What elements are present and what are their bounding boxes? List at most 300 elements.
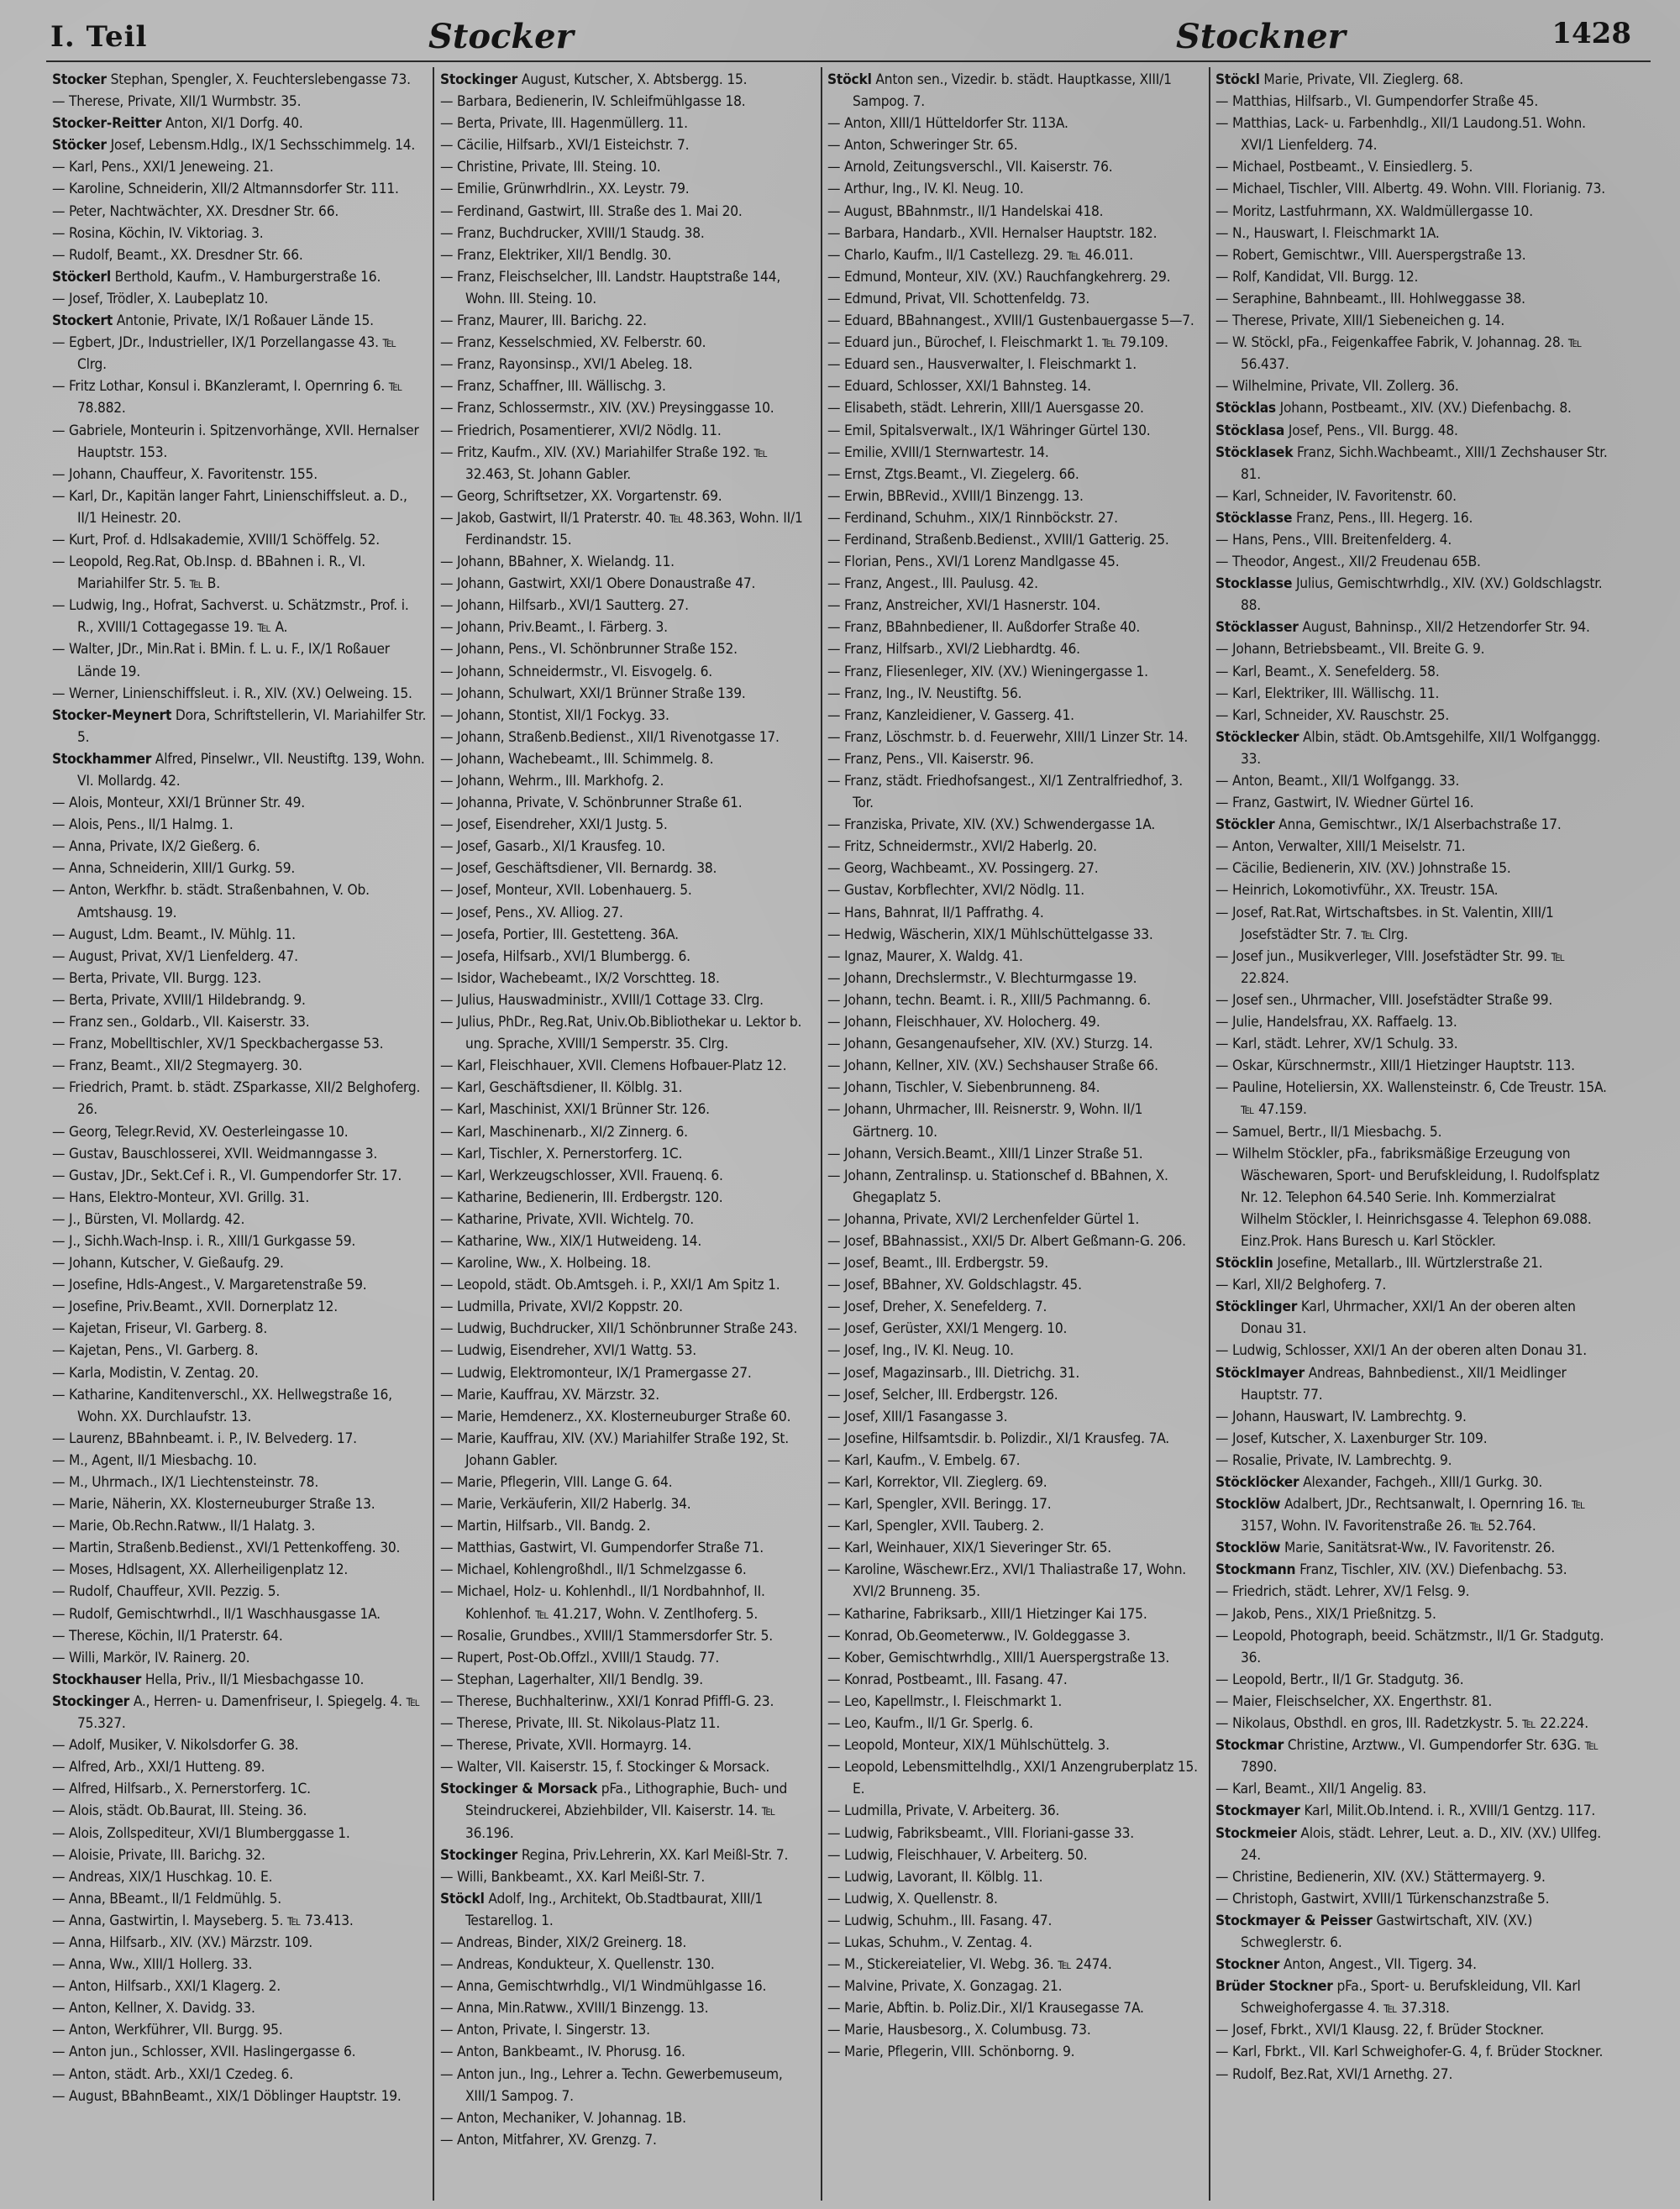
entry-details: Regina, Priv.Lehrerin, XX. Karl Meißl-Str. 7. [521, 1846, 789, 1864]
directory-entry [52, 1778, 428, 1800]
entry-details: — Andreas, Kondukteur, X. Quellenstr. 130. [440, 1956, 715, 1974]
entry-surname: Stöcklöcker [1215, 1474, 1299, 1491]
directory-entry [827, 727, 1204, 748]
directory-entry [440, 244, 816, 266]
directory-entry [52, 1033, 428, 1055]
entry-details: — Anton jun., Ing., Lehrer a. Techn. Gewerbemuseum, XIII/1 Sampog. 7. [440, 2065, 783, 2105]
directory-entry [52, 1756, 428, 1778]
directory-entry [827, 1274, 1204, 1296]
directory-entry [827, 1954, 1204, 1976]
directory-entry [1215, 1493, 1610, 1537]
entry-details: — Franz, Elektriker, XII/1 Bendlg. 30. [440, 246, 672, 264]
directory-entry [827, 1603, 1204, 1625]
directory-entry [52, 1077, 428, 1120]
entry-details: — Adolf, Musiker, V. Nikolsdorfer G. 38. [52, 1737, 299, 1755]
entry-surname: Stöcklecker [1215, 728, 1299, 746]
entry-details: — Johann, Priv.Beamt., I. Färberg. 3. [440, 619, 668, 637]
directory-entry [440, 1734, 816, 1756]
entry-details: — Karl, Fleischhauer, XVII. Clemens Hofbauer-Platz 12. [440, 1057, 787, 1075]
entry-details: — Josef, Fbrkt., XVI/1 Klausg. 22, f. Brüder Stockner. [1215, 2022, 1544, 2039]
entry-details: — Karl, Maschinenarb., XI/2 Zinnerg. 6. [440, 1123, 688, 1141]
directory-entry [1215, 858, 1610, 879]
entry-details: — Rudolf, Bez.Rat, XVI/1 Arnethg. 27. [1215, 2065, 1453, 2083]
directory-entry [827, 924, 1204, 946]
directory-entry [52, 1055, 428, 1077]
entry-details: — Josefine, Hilfsamtsdir. b. Polizdir., XI/1 Krausfeg. 7A. [827, 1430, 1169, 1447]
entry-details: — Rosalie, Private, IV. Lambrechtg. 9. [1215, 1451, 1452, 1469]
directory-entry [827, 1866, 1204, 1888]
directory-entry [440, 1362, 816, 1384]
entry-details: — Georg, Telegr.Revid, XV. Oesterleingasse 10. [52, 1123, 349, 1141]
directory-entry [827, 2019, 1204, 2041]
catchword-right: Stockner [1176, 17, 1346, 56]
entry-details: — Michael, Holz- u. Kohlenhdl., II/1 Nordbahnhof, II. Kohlenhof. ℡ 41.217, Wohn. V. Zentlhoferg. 5. [440, 1583, 765, 1623]
directory-entry [827, 1055, 1204, 1077]
directory-entry [827, 661, 1204, 683]
directory-entry [827, 770, 1204, 814]
directory-entry [827, 1976, 1204, 1997]
directory-entry [52, 1800, 428, 1822]
directory-entry [1215, 2064, 1610, 2086]
entry-details: Dora, Schriftstellerin, VI. Mariahilfer Str. 5. [77, 706, 427, 746]
entry-details: — August, BBahnmstr., II/1 Handelskai 418. [827, 202, 1104, 220]
directory-entry [827, 69, 1204, 113]
directory-entry [52, 1932, 428, 1954]
entry-details: — Anton, Beamt., XII/1 Wolfgangg. 33. [1215, 773, 1460, 790]
directory-entry [52, 748, 428, 792]
entry-details: — Samuel, Bertr., II/1 Miesbachg. 5. [1215, 1123, 1442, 1141]
entry-details: — Ludwig, Fleischhauer, V. Arbeiterg. 50. [827, 1846, 1088, 1864]
entry-details: — Johann, Gesangenaufseher, XIV. (XV.) Sturzg. 14. [827, 1036, 1153, 1053]
column-2 [440, 69, 816, 2194]
directory-entry [52, 1537, 428, 1559]
entry-details: — Leopold, städt. Ob.Amtsgeh. i. P., XXI/1 Am Spitz 1. [440, 1277, 780, 1294]
directory-entry [52, 1121, 428, 1143]
entry-details: — Josef, Magazinsarb., III. Dietrichg. 31. [827, 1364, 1080, 1382]
entry-details: — Leo, Kapellmstr., I. Fleischmarkt 1. [827, 1692, 1063, 1710]
directory-entry [52, 1230, 428, 1252]
directory-entry [1215, 638, 1610, 660]
directory-entry [1215, 332, 1610, 375]
entry-details: — Ludwig, Elektromonteur, IX/1 Pramergasse 27. [440, 1364, 752, 1382]
directory-entry [440, 879, 816, 901]
entry-details: — Josef, Monteur, XVII. Lobenhauerg. 5. [440, 882, 692, 900]
directory-entry [52, 485, 428, 529]
directory-entry [440, 1669, 816, 1691]
directory-entry [440, 1428, 816, 1472]
directory-entry [827, 879, 1204, 901]
directory-entry [52, 1187, 428, 1209]
entry-details: — M., Stickereiatelier, VI. Webg. 36. ℡ 2474. [827, 1956, 1112, 1974]
entry-details: — Anna, BBeamt., II/1 Feldmühlg. 5. [52, 1890, 281, 1907]
entry-details: Gastwirtschaft, XIV. (XV.) Schweglerstr. 6. [1241, 1912, 1533, 1951]
entry-details: — Johann, Gastwirt, XXI/1 Obere Donaustraße 47. [440, 575, 756, 593]
entry-surname: Stöcklmayer [1215, 1364, 1305, 1382]
directory-entry [440, 442, 816, 485]
directory-entry [827, 748, 1204, 770]
entry-details: — Ludwig, Fabriksbeamt., VIII. Floriani-gasse 33. [827, 1824, 1134, 1842]
directory-entry [1215, 814, 1610, 836]
directory-entry [440, 989, 816, 1011]
entry-details: Anton sen., Vizedir. b. städt. Hauptkasse, XIII/1 Sampog. 7. [853, 71, 1172, 111]
entry-details: — Marie, Hemdenerz., XX. Klosterneuburger Straße 60. [440, 1408, 791, 1425]
directory-entry [1215, 1428, 1610, 1450]
directory-entry [440, 638, 816, 660]
directory-entry [827, 1252, 1204, 1274]
directory-entry [52, 1559, 428, 1581]
directory-entry [827, 858, 1204, 879]
directory-entry [440, 1559, 816, 1581]
page-header [50, 15, 1646, 55]
entry-details: — Martin, Straßenb.Bedienst., XVI/1 Pettenkoffeng. 30. [52, 1540, 401, 1557]
entry-details: — Karl, Tischler, X. Pernerstorferg. 1C. [440, 1145, 683, 1162]
entry-details: — Therese, Buchhalterinw., XXI/1 Konrad Pfiffl-G. 23. [440, 1692, 774, 1710]
entry-details: — Franz, BBahnbediener, II. Außdorfer Straße 40. [827, 619, 1141, 637]
directory-entry [440, 2041, 816, 2063]
directory-entry [1215, 1976, 1610, 2019]
entry-details: — Leopold, Bertr., II/1 Gr. Stadgutg. 36. [1215, 1671, 1464, 1688]
directory-entry [1215, 1537, 1610, 1559]
entry-details: — M., Uhrmach., IX/1 Liechtensteinstr. 78. [52, 1474, 319, 1491]
column-rule [821, 67, 822, 2201]
directory-entry [1215, 1734, 1610, 1778]
directory-entry [1215, 288, 1610, 310]
directory-entry [827, 1844, 1204, 1866]
entry-surname: Stocker-Meynert [52, 706, 172, 724]
entry-details: — Pauline, Hoteliersin, XX. Wallensteinstr. 6, Cde Treustr. 15A. ℡ 47.159. [1215, 1079, 1607, 1119]
directory-entry [827, 1888, 1204, 1910]
entry-details: — Martin, Hilfsarb., VII. Bandg. 2. [440, 1518, 651, 1535]
entry-details: Marie, Sanitätsrat-Ww., IV. Favoritenstr. 26. [1284, 1540, 1556, 1557]
directory-entry [827, 1713, 1204, 1734]
entry-details: — Willi, Markör, IV. Rainerg. 20. [52, 1649, 250, 1666]
entry-details: — Andreas, XIX/1 Huschkag. 10. E. [52, 1868, 273, 1886]
directory-entry [52, 2086, 428, 2107]
directory-entry [1215, 1603, 1610, 1625]
entry-details: — Ferdinand, Schuhm., XIX/1 Rinnböckstr. 27. [827, 509, 1118, 527]
entry-details: — Josefa, Hilfsarb., XVI/1 Blumbergg. 6. [440, 947, 690, 965]
entry-details: — Michael, Tischler, VIII. Albertg. 49. Wohn. VIII. Florianig. 73. [1215, 181, 1605, 198]
entry-details: — Willi, Bankbeamt., XX. Karl Meißl-Str. 7. [440, 1868, 706, 1886]
directory-entry [1215, 770, 1610, 792]
entry-details: Alois, städt. Lehrer, Leut. a. D., XIV. (XV.) Ullfeg. 24. [1241, 1824, 1602, 1864]
entry-details: — Johann, Wachebeamt., III. Schimmelg. 8. [440, 750, 714, 768]
directory-entry [52, 1691, 428, 1734]
directory-entry [52, 1669, 428, 1691]
directory-entry [1215, 69, 1610, 91]
directory-entry [1215, 705, 1610, 727]
directory-entry [52, 1362, 428, 1384]
directory-entry [827, 1756, 1204, 1800]
directory-entry [1215, 2019, 1610, 2041]
directory-entry [827, 1932, 1204, 1954]
entry-surname: Stockmeier [1215, 1824, 1297, 1842]
entry-details: — Gabriele, Monteurin i. Spitzenvorhänge, XVII. Hernalser Hauptstr. 153. [52, 422, 419, 461]
directory-entry [1215, 1866, 1610, 1888]
entry-details: — Theodor, Angest., XII/2 Freudenau 65B. [1215, 554, 1481, 571]
directory-entry [440, 1537, 816, 1559]
entry-details: — Elisabeth, städt. Lehrerin, XIII/1 Auersgasse 20. [827, 400, 1144, 417]
directory-entry [827, 1077, 1204, 1099]
entry-details: — Barbara, Handarb., XVII. Hernalser Hauptstr. 182. [827, 224, 1158, 242]
entry-details: — Arthur, Ing., IV. Kl. Neug. 10. [827, 181, 1024, 198]
entry-details: — Hans, Pens., VIII. Breitenfelderg. 4. [1215, 531, 1452, 548]
entry-details: pFa., Lithographie, Buch- und Steindruckerei, Abziehbilder, VII. Kaiserstr. 14. ℡ 36.196. [465, 1781, 788, 1842]
entry-surname: Stöckler [1215, 816, 1275, 834]
entry-details: — Cäcilie, Hilfsarb., XVI/1 Eisteichstr. 7. [440, 137, 690, 155]
entry-details: — Karl, Maschinist, XXI/1 Brünner Str. 126. [440, 1101, 710, 1119]
directory-entry [1215, 375, 1610, 397]
entry-details: Andreas, Bahnbedienst., XII/1 Meidlinger Hauptstr. 77. [1241, 1364, 1567, 1404]
directory-entry [827, 1734, 1204, 1756]
entry-details: — Seraphine, Bahnbeamt., III. Hohlweggasse 38. [1215, 290, 1525, 307]
entry-details: — Franz, Ing., IV. Neustiftg. 56. [827, 685, 1022, 702]
directory-entry [1215, 397, 1610, 419]
entry-details: — Christine, Private, III. Steing. 10. [440, 159, 661, 176]
entry-details: — Egbert, JDr., Industrieller, IX/1 Porzellangasse 43. ℡ Clrg. [52, 334, 396, 374]
entry-surname: Stockert [52, 312, 113, 330]
entry-details: — Johann, Stontist, XII/1 Fockyg. 33. [440, 706, 669, 724]
entry-details: — Christine, Bedienerin, XIV. (XV.) Stättermayerg. 9. [1215, 1868, 1546, 1886]
directory-entry [827, 1099, 1204, 1142]
directory-entry [52, 946, 428, 968]
entry-details: — Johann, Kellner, XIV. (XV.) Sechshauser Straße 66. [827, 1057, 1158, 1075]
entry-details: — Ignaz, Maurer, X. Waldg. 41. [827, 947, 1023, 965]
directory-entry [440, 69, 816, 91]
entry-details: — Johanna, Private, V. Schönbrunner Straße 61. [440, 795, 743, 812]
entry-details: — Franz, städt. Friedhofsangest., XI/1 Zentralfriedhof, 3. Tor. [827, 773, 1184, 812]
directory-entry [827, 1230, 1204, 1252]
directory-entry [827, 397, 1204, 419]
directory-entry [1215, 2041, 1610, 2063]
entry-details: — Karoline, Wäschewr.Erz., XVI/1 Thaliastraße 17, Wohn. XVI/2 Brunneng. 35. [827, 1561, 1187, 1601]
entry-surname: Stöcklasser [1215, 619, 1299, 637]
directory-entry [440, 727, 816, 748]
entry-details: — Marie, Pflegerin, VIII. Lange G. 64. [440, 1474, 673, 1491]
directory-entry [52, 1888, 428, 1910]
entry-details: — M., Agent, II/1 Miesbachg. 10. [52, 1451, 257, 1469]
entry-details: — Franz, Fliesenleger, XIV. (XV.) Wieningergasse 1. [827, 663, 1148, 680]
entry-details: — Anna, Schneiderin, XIII/1 Gurkg. 59. [52, 860, 296, 878]
directory-entry [52, 1143, 428, 1165]
directory-entry [52, 420, 428, 464]
directory-entry [440, 1844, 816, 1866]
directory-entry [52, 1209, 428, 1230]
entry-details: — Anton, Schweringer Str. 65. [827, 137, 1018, 155]
directory-entry [52, 1274, 428, 1296]
directory-entry [52, 1734, 428, 1756]
directory-entry [827, 1033, 1204, 1055]
entry-details: — Johann, Betriebsbeamt., VII. Breite G. 9. [1215, 641, 1485, 659]
entry-details: Anna, Gemischtwr., IX/1 Alserbachstraße 17. [1278, 816, 1562, 834]
directory-entry [440, 1778, 816, 1844]
entry-details: — Franz, Anstreicher, XVI/1 Hasnerstr. 104. [827, 597, 1100, 615]
entry-details: — Gustav, JDr., Sekt.Cef i. R., VI. Gumpendorfer Str. 17. [52, 1167, 402, 1184]
directory-entry [440, 1187, 816, 1209]
entry-details: August, Bahninsp., XII/2 Hetzendorfer Str. 94. [1302, 619, 1590, 637]
directory-entry [440, 1099, 816, 1120]
directory-entry [440, 91, 816, 113]
entry-details: — Therese, Private, XIII/1 Siebeneichen g. 14. [1215, 312, 1505, 330]
entry-details: — N., Hauswart, I. Fleischmarkt 1A. [1215, 224, 1440, 242]
entry-details: — Josefa, Portier, III. Gestetteng. 36A. [440, 926, 679, 943]
directory-entry [440, 1077, 816, 1099]
directory-entry [52, 223, 428, 244]
directory-entry [440, 178, 816, 200]
directory-entry [440, 1713, 816, 1734]
entry-details: Adalbert, JDr., Rechtsanwalt, I. Opernring 16. ℡ 3157, Wohn. IV. Favoritenstraße 26. ℡ 52.764. [1241, 1496, 1586, 1535]
directory-entry [440, 573, 816, 595]
entry-details: — Ludwig, Lavorant, II. Kölblg. 11. [827, 1868, 1043, 1886]
directory-entry [440, 1209, 816, 1230]
entry-details: — Friedrich, Pramt. b. städt. ZSparkasse, XII/2 Belghoferg. 26. [52, 1079, 421, 1119]
directory-entry [827, 442, 1204, 464]
entry-details: — Matthias, Lack- u. Farbenhdlg., XII/1 Laudong.51. Wohn. XVI/1 Lienfelderg. 74. [1215, 115, 1586, 155]
directory-entry [1215, 1954, 1610, 1976]
directory-entry [1215, 201, 1610, 223]
entry-details: Josefine, Metallarb., III. Würtzlerstraße 21. [1277, 1255, 1543, 1272]
entry-details: — Walter, JDr., Min.Rat i. BMin. f. L. u. F., IX/1 Roßauer Lände 19. [52, 641, 390, 680]
entry-details: — Johann, Drechslermstr., V. Blechturmgasse 19. [827, 969, 1137, 987]
entry-details: — Alois, städt. Ob.Baurat, III. Steing. 36. [52, 1802, 307, 1820]
directory-entry [440, 134, 816, 156]
entry-details: — Franz, Buchdrucker, XVIII/1 Staudg. 38. [440, 224, 705, 242]
entry-details: — Arnold, Zeitungsverschl., VII. Kaiserstr. 76. [827, 159, 1113, 176]
directory-entry [440, 420, 816, 442]
directory-entry [52, 2019, 428, 2041]
entry-details: — Friedrich, städt. Lehrer, XV/1 Felsg. 9. [1215, 1583, 1470, 1601]
entry-details: August, Kutscher, X. Abtsbergg. 15. [521, 71, 748, 88]
directory-entry [440, 1055, 816, 1077]
directory-entry [1215, 1011, 1610, 1033]
entry-details: Christine, Arztww., VI. Gumpendorfer Str. 63G. ℡ 7890. [1241, 1737, 1599, 1776]
entry-details: — Barbara, Bedienerin, IV. Schleifmühlgasse 18. [440, 93, 746, 111]
entry-details: — Marie, Kauffrau, XV. Märzstr. 32. [440, 1386, 659, 1404]
directory-entry [1215, 244, 1610, 266]
directory-entry [52, 2064, 428, 2086]
directory-entry [52, 1472, 428, 1493]
directory-entry [440, 1625, 816, 1647]
entry-details: Hella, Priv., II/1 Miesbachgasse 10. [144, 1671, 365, 1688]
directory-entry [440, 968, 816, 989]
entry-details: — Johann, Fleischhauer, XV. Holocherg. 49. [827, 1014, 1100, 1031]
entry-details: — Johann, Schulwart, XXI/1 Brünner Straße 139. [440, 685, 746, 702]
directory-entry [440, 924, 816, 946]
directory-entry [52, 1450, 428, 1472]
directory-entry [440, 617, 816, 638]
entry-details: — Fritz, Schneidermstr., XVI/2 Haberlg. 20. [827, 838, 1097, 856]
entry-details: — Josef, BBahnassist., XXI/5 Dr. Albert Geßmann-G. 206. [827, 1232, 1186, 1250]
directory-entry [1215, 683, 1610, 705]
directory-entry [827, 573, 1204, 595]
entry-surname: Stockhauser [52, 1671, 142, 1688]
entry-details: — Ludwig, Eisendreher, XVI/1 Wattg. 53. [440, 1342, 697, 1360]
entry-details: Marie, Private, VII. Zieglerg. 68. [1263, 71, 1463, 88]
entry-details: Franz, Pens., III. Hegerg. 16. [1295, 509, 1473, 527]
entry-details: — Florian, Pens., XVI/1 Lorenz Mandlgasse 45. [827, 554, 1120, 571]
entry-details: — Ludwig, Ing., Hofrat, Sachverst. u. Schätzmstr., Prof. i. R., XVIII/1 Cottagegasse 19. ℡ A. [52, 597, 409, 637]
entry-details: — Emil, Spitalsverwalt., IX/1 Währinger Gürtel 130. [827, 422, 1151, 439]
directory-entry [1215, 617, 1610, 638]
directory-entry [827, 1800, 1204, 1822]
directory-entry [1215, 1778, 1610, 1800]
directory-entry [827, 1406, 1204, 1428]
directory-entry [1215, 420, 1610, 442]
entry-details: — Peter, Nachtwächter, XX. Dresdner Str. 66. [52, 202, 339, 220]
directory-entry [440, 1165, 816, 1187]
entry-details: Anton, Angest., VII. Tigerg. 34. [1283, 1956, 1477, 1974]
entry-details: A., Herren- u. Damenfriseur, I. Spiegelg. 4. ℡ 75.327. [77, 1692, 421, 1733]
entry-details: — Gustav, Bauschlosserei, XVII. Weidmanngasse 3. [52, 1145, 378, 1162]
directory-entry [1215, 113, 1610, 156]
entry-details: — Matthias, Gastwirt, VI. Gumpendorfer Straße 71. [440, 1540, 764, 1557]
entry-details: — Katharine, Bedienerin, III. Erdbergstr. 120. [440, 1188, 723, 1206]
directory-entry [827, 1647, 1204, 1669]
entry-details: — Kober, Gemischtwrhdlg., XIII/1 Auerspergstraße 13. [827, 1649, 1170, 1666]
entry-details: — Rosalie, Grundbes., XVIII/1 Stammersdorfer Str. 5. [440, 1627, 774, 1645]
entry-surname: Stöcklasse [1215, 509, 1293, 527]
entry-surname: Stöckerl [52, 268, 111, 286]
directory-entry [52, 968, 428, 989]
entry-details: — Anna, Ww., XIII/1 Hollerg. 33. [52, 1956, 253, 1974]
directory-entry [440, 2129, 816, 2151]
directory-entry [1215, 1559, 1610, 1581]
directory-entry [52, 266, 428, 288]
directory-entry [1215, 1800, 1610, 1822]
entry-details: — Charlo, Kaufm., II/1 Castellezg. 29. ℡ 46.011. [827, 246, 1133, 264]
entry-details: — Marie, Hausbesorg., X. Columbusg. 73. [827, 2022, 1091, 2039]
directory-entry [440, 2019, 816, 2041]
directory-entry [827, 1823, 1204, 1844]
directory-entry [440, 551, 816, 573]
entry-details: — Therese, Köchin, II/1 Praterstr. 64. [52, 1627, 283, 1645]
entry-surname: Stockmar [1215, 1737, 1284, 1755]
directory-entry [827, 1296, 1204, 1318]
directory-entry [440, 113, 816, 134]
entry-details: — Aloisie, Private, III. Barichg. 32. [52, 1846, 265, 1864]
directory-entry [1215, 1823, 1610, 1866]
entry-details: — Anton, Verwalter, XIII/1 Meiselstr. 71. [1215, 838, 1466, 856]
entry-details: — Leopold, Photograph, beeid. Schätzmstr., II/1 Gr. Stadgutg. 36. [1215, 1627, 1604, 1666]
entry-details: — Werner, Linienschiffsleut. i. R., XIV. (XV.) Oelweing. 15. [52, 685, 412, 702]
directory-entry [52, 1603, 428, 1625]
entry-details: — Marie, Abftin. b. Poliz.Dir., XI/1 Krausegasse 7A. [827, 2000, 1144, 2017]
entry-surname: Stöcklinger [1215, 1299, 1298, 1316]
directory-entry [1215, 989, 1610, 1011]
directory-entry [52, 595, 428, 638]
directory-entry [827, 1450, 1204, 1472]
directory-entry [52, 464, 428, 485]
directory-entry [1215, 266, 1610, 288]
entry-details: — Moses, Hdlsagent, XX. Allerheiligenplatz 12. [52, 1561, 349, 1579]
directory-entry [827, 638, 1204, 660]
entry-details: — Franz, Rayonsinsp., XVI/1 Abeleg. 18. [440, 356, 693, 374]
directory-entry [827, 946, 1204, 968]
directory-entry [827, 1691, 1204, 1713]
directory-entry [440, 223, 816, 244]
entry-details: — Johann, techn. Beamt. i. R., XIII/5 Pachmanng. 6. [827, 991, 1151, 1009]
directory-entry [827, 1537, 1204, 1559]
entry-details: — Wilhelm Stöckler, pFa., fabriksmäßige Erzeugung von Wäschewaren, Sport- und Berufskleidung, I. Rudolfsplatz Nr. 12. Telephon 64.540 Serie. Inh. Kommerzialrat Wilhelm Stöckler, I. Heinrichsgasse 4. Telephon 69.088. Einz.Prok. Hans Buresch u. Karl Stöckler. [1215, 1145, 1599, 1250]
directory-entry [440, 1340, 816, 1362]
entry-details: — Karl, Elektriker, III. Wällischg. 11. [1215, 685, 1440, 702]
entry-details: — Franz, Kesselschmied, XV. Felberstr. 60. [440, 334, 706, 352]
entry-details: — Rosina, Köchin, IV. Viktoriag. 3. [52, 224, 264, 242]
directory-entry [1215, 1625, 1610, 1669]
entry-surname: Stockmayer & Peisser [1215, 1912, 1373, 1929]
directory-entry [52, 1823, 428, 1844]
entry-details: — Leopold, Monteur, XIX/1 Mühlschüttelg. 3. [827, 1737, 1110, 1755]
